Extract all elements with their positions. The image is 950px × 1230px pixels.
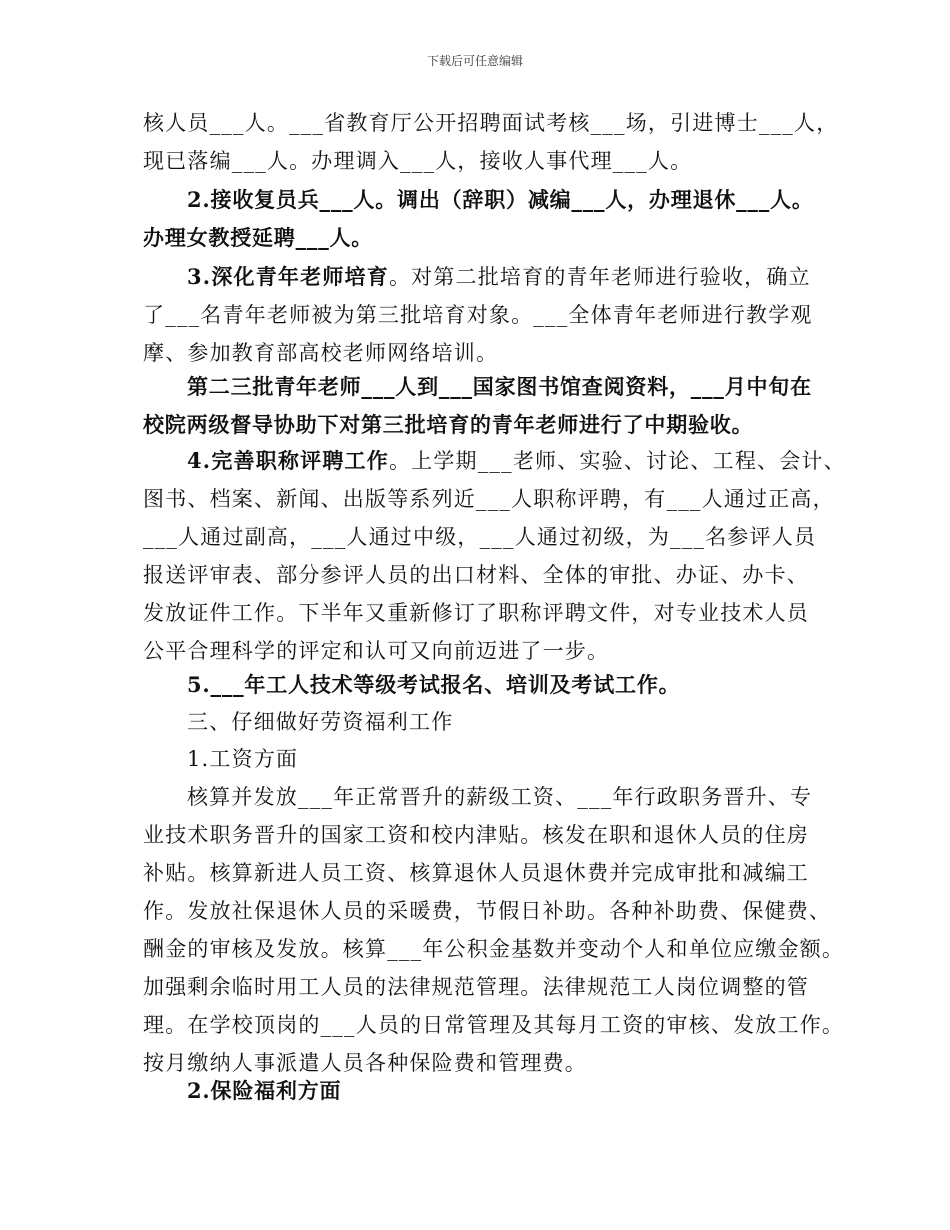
paragraph-wages (143, 778, 845, 1082)
text-line: 酬金的审核及发放。核算___年公积金基数并变动个人和单位应缴金额。 (143, 937, 845, 961)
text-line: 第二三批青年老师___人到___国家图书馆查阅资料，___月中旬在 (187, 374, 812, 399)
heading-text: 三、仔细做好劳资福利工作 (187, 710, 454, 734)
subheading-insurance (143, 1072, 833, 1110)
text-line: 作。发放社保退休人员的采暖费，节假日补助。各种补助费、保健费、 (143, 899, 832, 923)
paragraph-title-evaluation (143, 442, 846, 670)
text-line: 现已落编___人。办理调入___人，接收人事代理___人。 (143, 149, 693, 173)
text-line: 业技术职务晋升的国家工资和校内津贴。核发在职和退休人员的住房 (143, 823, 809, 847)
text-line: 发放证件工作。下半年又重新修订了职称评聘文件，对专业技术人员 (143, 601, 809, 625)
text-line: 校院两级督导协助下对第三批培育的青年老师进行了中期验收。 (143, 412, 754, 437)
text-line: ___人通过副高，___人通过中级，___人通过初级，为___名参评人员 (143, 525, 817, 549)
paragraph-worker-exam (143, 666, 833, 704)
section-heading-3 (143, 703, 833, 741)
text-line: 按月缴纳人事派遣人员各种保险费和管理费。 (143, 1051, 587, 1075)
subheading-wages (143, 740, 833, 778)
paragraph-staff-recruitment (143, 104, 839, 180)
text-span: 。上学期___老师、实验、讨论、工程、会计、 (388, 449, 846, 473)
text-line: 办理女教授延聘___人。 (143, 225, 374, 250)
text-line: 核算并发放___年正常晋升的薪级工资、___年行政职务晋升、专 (187, 785, 813, 809)
text-line: 了___名青年老师被为第三批培育对象。___全体青年老师进行教学观 (143, 303, 813, 327)
text-line (143, 258, 833, 296)
text-line: 摩、参加教育部高校老师网络培训。 (143, 341, 499, 365)
text-span: 。对第二批培育的青年老师进行验收，确立 (388, 265, 811, 289)
heading-text: 2.保险福利方面 (187, 1078, 342, 1103)
text-line: 图书、档案、新闻、出版等系列近___人职称评聘，有___人通过正高， (143, 487, 835, 511)
text-line: 公平合理科学的评定和认可又向前迈进了一步。 (143, 639, 610, 663)
text-line: 理。在学校顶岗的___人员的日常管理及其每月工资的审核、发放工作。 (143, 1013, 845, 1037)
section-lead: 4.完善职称评聘工作 (187, 448, 389, 473)
text-line: 报送评审表、部分参评人员的出口材料、全体的审批、办证、办卡、 (143, 563, 809, 587)
text-line: 补贴。核算新进人员工资、核算退休人员退休费并完成审批和减编工 (143, 861, 809, 885)
text-line: 加强剩余临时用工人员的法律规范管理。法律规范工人岗位调整的管 (143, 975, 809, 999)
heading-text: 1.工资方面 (187, 747, 299, 771)
paragraph-young-teacher-training (143, 258, 833, 372)
text-line: 2.接收复员兵___人。调出（辞职）减编___人，办理退休___人。 (187, 187, 814, 212)
text-line: 5.___年工人技术等级考试报名、培训及考试工作。 (187, 672, 681, 697)
paragraph-veterans-retirement (143, 181, 833, 257)
page-header: 下载后可任意编辑 (426, 54, 523, 68)
text-line (143, 442, 846, 480)
section-lead: 3.深化青年老师培育 (187, 264, 389, 289)
paragraph-library-visit (143, 368, 833, 444)
text-line: 核人员___人。___省教育厅公开招聘面试考核___场，引进博士___人， (143, 111, 839, 135)
